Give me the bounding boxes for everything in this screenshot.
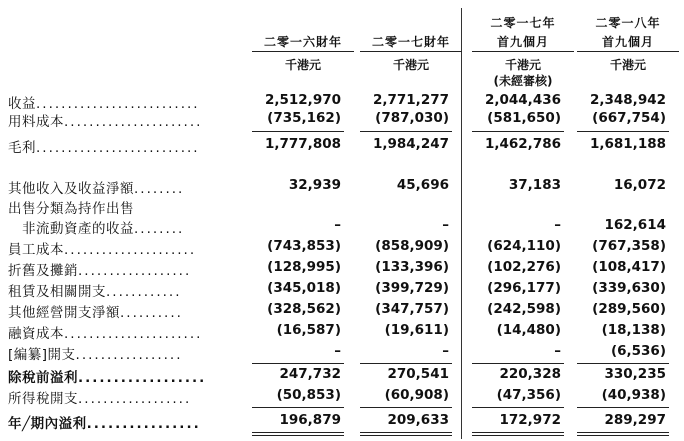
leader-dots: ................ — [86, 416, 201, 432]
cell-value: 2,348,942 — [589, 92, 666, 108]
subtotal-rule — [252, 131, 344, 132]
cell-value: (128,995) — [267, 259, 341, 275]
row-label: 年╱期內溢利 — [8, 416, 87, 432]
header-9m2018-line2: 首九個月 — [601, 35, 654, 49]
leader-dots: .......... — [120, 305, 183, 321]
cell-value: 1,681,188 — [589, 136, 666, 152]
row-label: 折舊及攤銷 — [8, 263, 78, 279]
subtotal-rule — [360, 363, 452, 364]
cell-value: (133,396) — [375, 259, 449, 275]
leader-dots: ........ — [134, 221, 185, 237]
cell-value: 16,072 — [613, 177, 666, 193]
row-label: 收益 — [8, 96, 36, 112]
table-row — [0, 322, 684, 342]
row-label: 所得稅開支 — [8, 391, 78, 407]
cell-value: (60,908) — [384, 387, 449, 403]
cell-value: (19,611) — [384, 322, 449, 338]
header-9m2017-line2: 首九個月 — [496, 35, 549, 49]
cell-value: (6,536) — [610, 343, 666, 359]
table-row — [0, 387, 684, 407]
cell-value: (345,018) — [267, 280, 341, 296]
table-row — [0, 217, 684, 237]
cell-value: 37,183 — [508, 177, 561, 193]
cell-value: – — [554, 343, 561, 359]
total-double-rule — [360, 435, 452, 436]
subtotal-rule — [252, 363, 344, 364]
table-row — [0, 301, 684, 321]
header-rule — [577, 51, 679, 52]
header-9m2017-line1: 二零一七年 — [490, 16, 556, 30]
cell-value: – — [442, 217, 449, 233]
row-label: 員工成本 — [8, 242, 64, 258]
cell-value: – — [334, 217, 341, 233]
table-row — [0, 343, 684, 363]
cell-value: (399,729) — [375, 280, 449, 296]
cell-value: (735,162) — [267, 110, 341, 126]
cell-value: (289,560) — [592, 301, 666, 317]
cell-value: 1,984,247 — [372, 136, 449, 152]
total-double-rule — [577, 435, 669, 436]
cell-value: (242,598) — [487, 301, 561, 317]
leader-dots: .......................... — [36, 140, 200, 156]
cell-value: (624,110) — [487, 238, 561, 254]
cell-value: (296,177) — [487, 280, 561, 296]
leader-dots: ..................... — [64, 242, 197, 258]
total-double-rule — [252, 432, 344, 433]
cell-value: (102,276) — [487, 259, 561, 275]
header-fy2017: 二零一七財年 — [371, 35, 450, 49]
subtotal-rule — [472, 131, 564, 132]
cell-value: (40,938) — [601, 387, 666, 403]
subtotal-rule — [577, 363, 669, 364]
cell-value: (858,909) — [375, 238, 449, 254]
leader-dots: ...................... — [64, 326, 203, 342]
leader-dots: .......................... — [36, 96, 200, 112]
cell-value: 289,297 — [604, 412, 666, 428]
leader-dots: ................. — [75, 347, 183, 363]
cell-value: 32,939 — [288, 177, 341, 193]
table-row — [0, 92, 684, 112]
cell-value: 247,732 — [279, 366, 341, 382]
subtotal-rule — [360, 131, 452, 132]
row-label: 出售分類為持作出售 — [8, 201, 134, 217]
row-label: 用料成本 — [8, 114, 64, 130]
subtotal-rule — [577, 131, 669, 132]
header-rule — [360, 51, 462, 52]
cell-value: 330,235 — [604, 366, 666, 382]
leader-dots: .................. — [78, 370, 207, 386]
cell-value: (339,630) — [592, 280, 666, 296]
subtotal-rule — [577, 407, 669, 408]
cell-value: 1,777,808 — [264, 136, 341, 152]
cell-value: – — [554, 217, 561, 233]
table-row — [0, 110, 684, 130]
cell-value: (328,562) — [267, 301, 341, 317]
cell-value: 45,696 — [396, 177, 449, 193]
header-fy2016: 二零一六財年 — [263, 35, 342, 49]
subtotal-rule — [252, 407, 344, 408]
cell-value: (14,480) — [496, 322, 561, 338]
cell-value: (47,356) — [496, 387, 561, 403]
table-row — [0, 238, 684, 258]
table-row — [0, 136, 684, 156]
cell-value: 2,044,436 — [484, 92, 561, 108]
total-double-rule — [360, 432, 452, 433]
leader-dots: ........ — [134, 181, 185, 197]
subtotal-rule — [472, 407, 564, 408]
cell-value: (108,417) — [592, 259, 666, 275]
leader-dots: ...................... — [64, 114, 203, 130]
cell-value: 172,972 — [499, 412, 561, 428]
cell-value: 196,879 — [279, 412, 341, 428]
unit-label: 千港元 — [609, 58, 646, 72]
row-label: 其他經營開支淨額 — [8, 305, 120, 321]
leader-dots: ............ — [106, 284, 182, 300]
cell-value: (16,587) — [276, 322, 341, 338]
leader-dots: .................. — [78, 391, 192, 407]
cell-value: 220,328 — [499, 366, 561, 382]
cell-value: (18,138) — [601, 322, 666, 338]
cell-value: (767,358) — [592, 238, 666, 254]
cell-value: (50,853) — [276, 387, 341, 403]
table-row — [0, 259, 684, 279]
subtotal-rule — [472, 363, 564, 364]
cell-value: 2,771,277 — [372, 92, 449, 108]
cell-value: (787,030) — [375, 110, 449, 126]
row-label: [編纂]開支 — [8, 347, 76, 363]
total-double-rule — [252, 435, 344, 436]
row-label: 毛利 — [8, 140, 36, 156]
cell-value: – — [442, 343, 449, 359]
row-label: 租賃及相關開支 — [8, 284, 106, 300]
row-label: 其他收入及收益淨額 — [8, 181, 134, 197]
cell-value: 2,512,970 — [264, 92, 341, 108]
unit-label: 千港元 — [284, 58, 321, 72]
row-label: 除稅前溢利 — [8, 370, 78, 386]
total-double-rule — [472, 432, 564, 433]
leader-dots: .................. — [78, 263, 192, 279]
total-double-rule — [472, 435, 564, 436]
cell-value: 270,541 — [387, 366, 449, 382]
cell-value: (667,754) — [592, 110, 666, 126]
cell-value: 209,633 — [387, 412, 449, 428]
cell-value: 162,614 — [604, 217, 666, 233]
table-row — [0, 412, 684, 432]
subtotal-rule — [360, 407, 452, 408]
cell-value: (347,757) — [375, 301, 449, 317]
cell-value: 1,462,786 — [484, 136, 561, 152]
cell-value: – — [334, 343, 341, 359]
unaudited-note: (未經審核) — [493, 74, 553, 88]
cell-value: (743,853) — [267, 238, 341, 254]
table-row — [0, 197, 684, 217]
unit-label: 千港元 — [504, 58, 541, 72]
table-row — [0, 177, 684, 197]
table-row — [0, 280, 684, 300]
cell-value: (581,650) — [487, 110, 561, 126]
header-rule — [252, 51, 354, 52]
total-double-rule — [577, 432, 669, 433]
unit-label: 千港元 — [392, 58, 429, 72]
table-row — [0, 366, 684, 386]
header-9m2018-line1: 二零一八年 — [595, 16, 661, 30]
header-rule — [472, 51, 574, 52]
row-label: 非流動資產的收益 — [22, 221, 134, 237]
row-label: 融資成本 — [8, 326, 64, 342]
